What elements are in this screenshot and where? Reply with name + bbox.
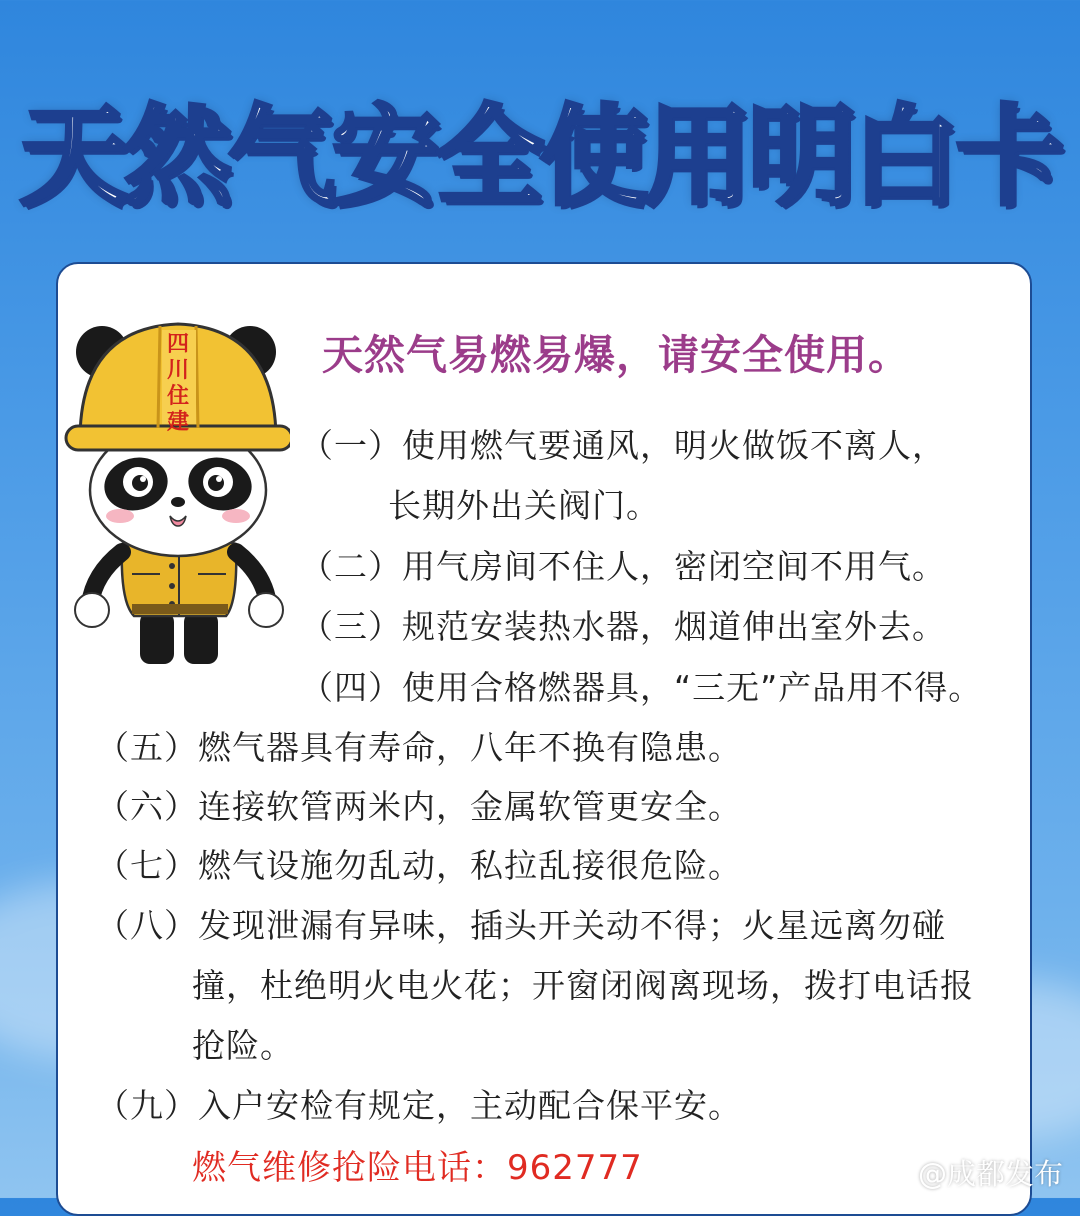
subtitle: 天然气易燃易爆，请安全使用。 (322, 331, 910, 379)
rule-9: （九）入户安检有规定，主动配合保平安。 (96, 1086, 742, 1125)
watermark-text: @成都发布 (918, 1157, 1064, 1191)
rule-3: （三）规范安装热水器，烟道伸出室外去。 (300, 607, 946, 646)
rule-8-line-3: 抢险。 (192, 1026, 294, 1065)
hotline: 燃气维修抢险电话：962777 (192, 1148, 643, 1188)
rule-1-line-2: 长期外出关阀门。 (388, 486, 660, 525)
helmet-label (163, 332, 193, 436)
rule-6: （六）连接软管两米内，金属软管更安全。 (96, 787, 742, 826)
rule-5: （五）燃气器具有寿命，八年不换有隐患。 (96, 728, 742, 767)
helmet-char: 四 (166, 332, 189, 357)
rule-2: （二）用气房间不住人，密闭空间不用气。 (300, 547, 946, 586)
helmet-char: 住 (166, 384, 189, 409)
rule-8-line-2: 撞，杜绝明火电火花；开窗闭阀离现场，拨打电话报 (192, 966, 974, 1005)
rule-4: （四）使用合格燃器具，“三无”产品用不得。 (300, 668, 983, 707)
helmet-char: 建 (166, 410, 189, 435)
watermark (880, 1152, 1063, 1193)
rule-1-line-1: （一）使用燃气要通风，明火做饭不离人， (300, 426, 946, 465)
rule-7: （七）燃气设施勿乱动，私拉乱接很危险。 (96, 846, 742, 885)
rule-8-line-1: （八）发现泄漏有异味，插头开关动不得；火星远离勿碰 (96, 906, 946, 945)
weibo-icon (880, 1163, 914, 1189)
helmet-char: 川 (166, 358, 189, 383)
page-title: 天然气安全使用明白卡 (19, 94, 1060, 220)
